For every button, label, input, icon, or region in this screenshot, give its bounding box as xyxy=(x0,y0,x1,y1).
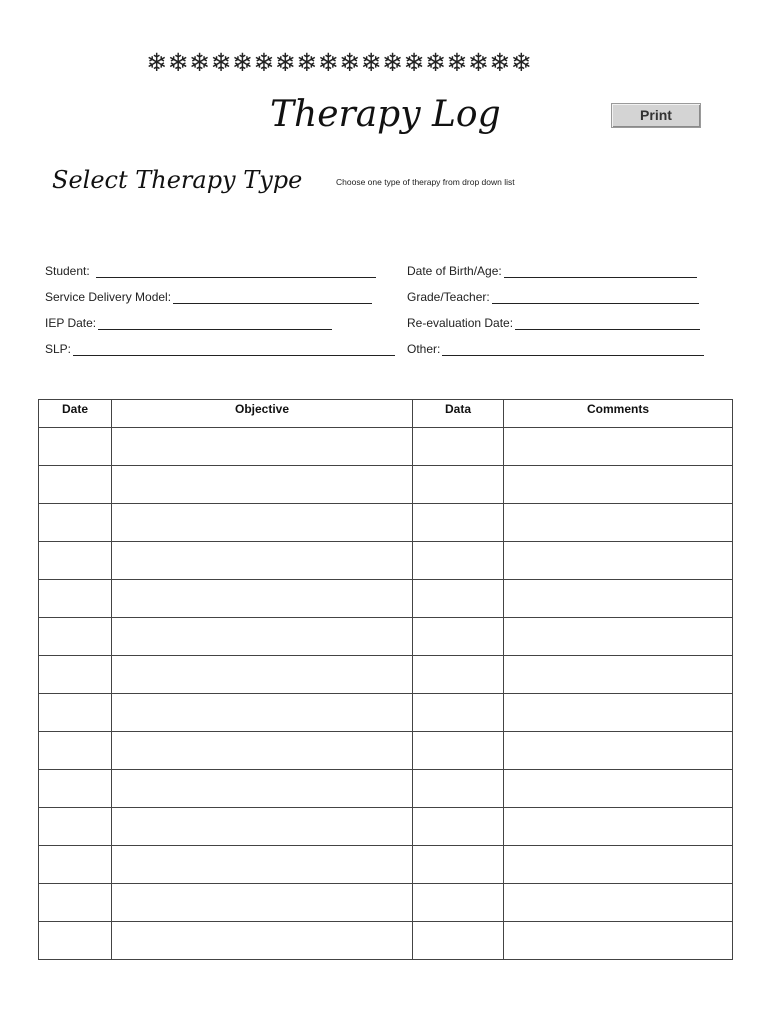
cell-date[interactable] xyxy=(39,808,112,846)
page-title: Therapy Log xyxy=(270,94,501,135)
table-row xyxy=(39,504,733,542)
cell-objective[interactable] xyxy=(112,466,413,504)
therapy-log-table xyxy=(38,399,733,960)
table-row xyxy=(39,580,733,618)
service-delivery-input-line[interactable] xyxy=(173,291,372,304)
cell-objective[interactable] xyxy=(112,808,413,846)
cell-comments[interactable] xyxy=(504,428,733,466)
student-input-line[interactable] xyxy=(96,265,376,278)
cell-data[interactable] xyxy=(413,808,504,846)
slp-label: SLP: xyxy=(45,342,72,356)
table-header-row xyxy=(39,400,733,428)
cell-objective[interactable] xyxy=(112,846,413,884)
cell-date[interactable] xyxy=(39,884,112,922)
header-date: Date xyxy=(39,400,112,428)
cell-data[interactable] xyxy=(413,732,504,770)
cell-objective[interactable] xyxy=(112,922,413,960)
table-row xyxy=(39,466,733,504)
therapy-type-dropdown[interactable]: Select Therapy Type xyxy=(52,166,303,194)
reevaluation-date-label: Re-evaluation Date: xyxy=(407,316,514,330)
header-objective: Objective xyxy=(112,400,413,428)
cell-objective[interactable] xyxy=(112,504,413,542)
cell-date[interactable] xyxy=(39,542,112,580)
slp-field[interactable] xyxy=(45,340,395,356)
dropdown-hint: Choose one type of therapy from drop down list xyxy=(336,177,515,187)
cell-objective[interactable] xyxy=(112,884,413,922)
student-label: Student: xyxy=(45,264,90,278)
cell-comments[interactable] xyxy=(504,694,733,732)
table-row xyxy=(39,542,733,580)
cell-objective[interactable] xyxy=(112,580,413,618)
cell-objective[interactable] xyxy=(112,732,413,770)
reevaluation-date-input-line[interactable] xyxy=(515,317,700,330)
cell-date[interactable] xyxy=(39,694,112,732)
cell-comments[interactable] xyxy=(504,732,733,770)
cell-data[interactable] xyxy=(413,504,504,542)
cell-comments[interactable] xyxy=(504,618,733,656)
cell-comments[interactable] xyxy=(504,922,733,960)
cell-objective[interactable] xyxy=(112,770,413,808)
cell-date[interactable] xyxy=(39,618,112,656)
grade-teacher-input-line[interactable] xyxy=(492,291,699,304)
cell-date[interactable] xyxy=(39,504,112,542)
iep-date-field[interactable] xyxy=(45,314,332,330)
cell-objective[interactable] xyxy=(112,542,413,580)
cell-data[interactable] xyxy=(413,656,504,694)
other-field[interactable] xyxy=(407,340,704,356)
table-row xyxy=(39,656,733,694)
cell-date[interactable] xyxy=(39,732,112,770)
iep-date-input-line[interactable] xyxy=(98,317,332,330)
cell-date[interactable] xyxy=(39,846,112,884)
cell-comments[interactable] xyxy=(504,846,733,884)
cell-data[interactable] xyxy=(413,884,504,922)
slp-input-line[interactable] xyxy=(73,343,395,356)
dob-age-label: Date of Birth/Age: xyxy=(407,264,502,278)
table-row xyxy=(39,732,733,770)
cell-comments[interactable] xyxy=(504,542,733,580)
cell-comments[interactable] xyxy=(504,466,733,504)
cell-date[interactable] xyxy=(39,770,112,808)
other-input-line[interactable] xyxy=(442,343,704,356)
service-delivery-field[interactable] xyxy=(45,288,372,304)
cell-comments[interactable] xyxy=(504,770,733,808)
snowflake-border: ❄❄❄❄❄❄❄❄❄❄❄❄❄❄❄❄❄❄ xyxy=(146,48,533,77)
other-label: Other: xyxy=(407,342,441,356)
reevaluation-date-field[interactable] xyxy=(407,314,700,330)
cell-date[interactable] xyxy=(39,922,112,960)
table-row xyxy=(39,428,733,466)
print-button[interactable]: Print xyxy=(611,103,701,128)
table-body xyxy=(39,428,733,960)
table-row xyxy=(39,618,733,656)
cell-date[interactable] xyxy=(39,466,112,504)
cell-data[interactable] xyxy=(413,694,504,732)
cell-data[interactable] xyxy=(413,580,504,618)
table-row xyxy=(39,808,733,846)
dob-age-field[interactable] xyxy=(407,262,697,278)
cell-date[interactable] xyxy=(39,580,112,618)
cell-objective[interactable] xyxy=(112,656,413,694)
iep-date-label: IEP Date: xyxy=(45,316,97,330)
table-row xyxy=(39,694,733,732)
cell-data[interactable] xyxy=(413,466,504,504)
table-row xyxy=(39,770,733,808)
cell-data[interactable] xyxy=(413,770,504,808)
header-data: Data xyxy=(413,400,504,428)
dob-age-input-line[interactable] xyxy=(504,265,697,278)
cell-date[interactable] xyxy=(39,656,112,694)
cell-data[interactable] xyxy=(413,542,504,580)
cell-data[interactable] xyxy=(413,922,504,960)
cell-data[interactable] xyxy=(413,846,504,884)
header-comments: Comments xyxy=(504,400,733,428)
cell-data[interactable] xyxy=(413,428,504,466)
cell-data[interactable] xyxy=(413,618,504,656)
table-row xyxy=(39,846,733,884)
grade-teacher-label: Grade/Teacher: xyxy=(407,290,490,304)
cell-objective[interactable] xyxy=(112,618,413,656)
cell-comments[interactable] xyxy=(504,808,733,846)
service-delivery-label: Service Delivery Model: xyxy=(45,290,172,304)
grade-teacher-field[interactable] xyxy=(407,288,699,304)
cell-comments[interactable] xyxy=(504,580,733,618)
cell-objective[interactable] xyxy=(112,428,413,466)
cell-comments[interactable] xyxy=(504,504,733,542)
cell-comments[interactable] xyxy=(504,884,733,922)
cell-objective[interactable] xyxy=(112,694,413,732)
student-field[interactable] xyxy=(45,262,376,278)
table-row xyxy=(39,922,733,960)
cell-date[interactable] xyxy=(39,428,112,466)
table-row xyxy=(39,884,733,922)
cell-comments[interactable] xyxy=(504,656,733,694)
